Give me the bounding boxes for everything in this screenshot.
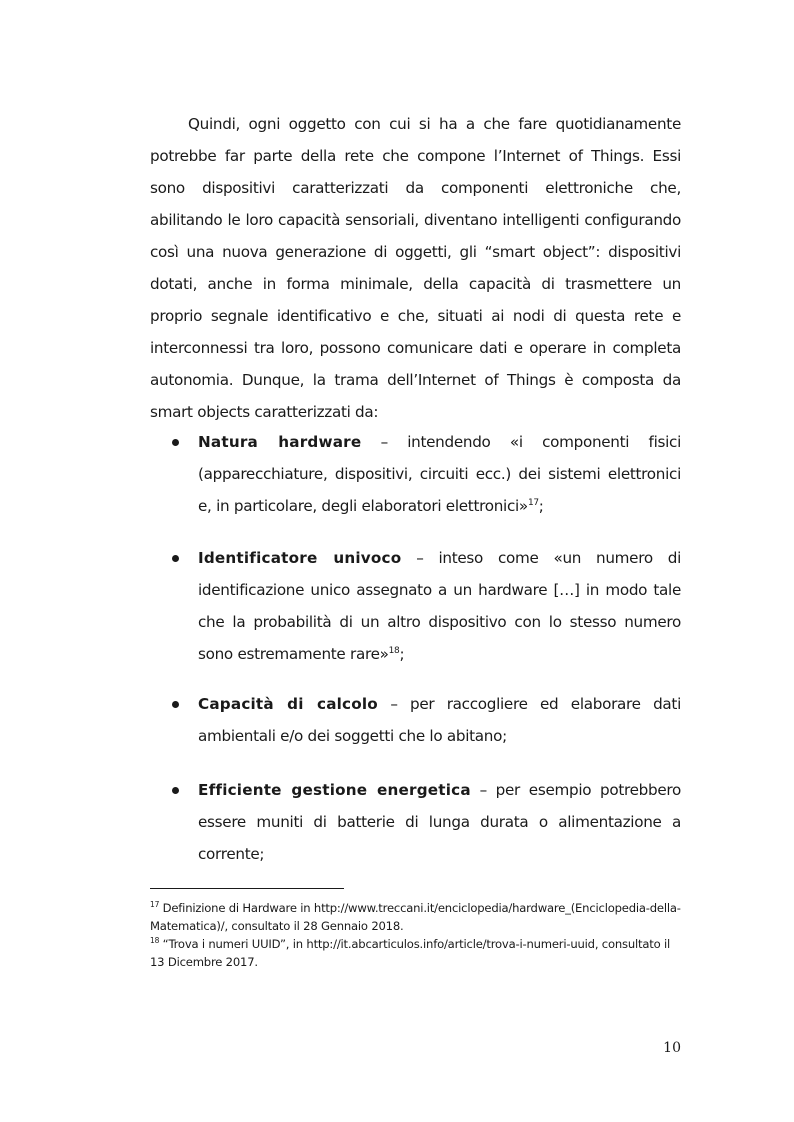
bullet-icon — [172, 787, 179, 794]
bullet-tail: ; — [538, 497, 544, 515]
bullet-term: Capacità di calcolo — [198, 695, 378, 713]
bullet-term: Efficiente gestione energetica — [198, 781, 471, 799]
footnote-number: 18 — [150, 936, 160, 946]
bullet-description: – per raccogliere ed elaborare dati ambientali e/o dei soggetti che lo abitano; — [198, 695, 681, 745]
bullet-term: Identificatore univoco — [198, 549, 402, 567]
footnotes — [150, 899, 681, 971]
list-item — [150, 688, 681, 752]
bullet-tail: ; — [399, 645, 405, 663]
footnote-number: 17 — [150, 900, 160, 910]
bullet-icon — [172, 439, 179, 446]
footnote — [150, 935, 681, 971]
footnote-separator — [150, 888, 344, 889]
list-item — [150, 426, 681, 522]
bullet-icon — [172, 555, 179, 562]
footnote — [150, 899, 681, 935]
bullet-description: – per esempio potrebbero essere muniti di batterie di lunga durata o alimentazione a corrente; — [198, 781, 681, 863]
list-item — [150, 542, 681, 670]
bullet-term: Natura hardware — [198, 433, 362, 451]
footnote-reference[interactable]: 17 — [527, 497, 539, 508]
bullet-description: – intendendo «i componenti fisici (apparecchiature, dispositivi, circuiti ecc.) dei sistemi elettronici e, in particolare, degli elaboratori elettronici» — [198, 433, 681, 515]
footnote-text: Definizione di Hardware in http://www.treccani.it/enciclopedia/hardware_(Enciclopedia-della-Matematica)/, consultato il 28 Gennaio 2018. — [150, 901, 681, 933]
page-number: 10 — [663, 1040, 681, 1056]
list-item — [150, 774, 681, 870]
intro-paragraph: Quindi, ogni oggetto con cui si ha a che fare quotidianamente potrebbe far parte della rete che compone l’Internet of Things. Essi sono dispositivi caratterizzati da componenti elettroniche che, abilitando le loro capacità sensoriali, diventano intelligenti configurando così una nuova generazione di oggetti, gli “smart object”: dispositivi dotati, anche in forma minimale, della capacità di trasmettere un proprio segnale identificativo e che, situati ai nodi di questa rete e interconnessi tra loro, possono comunicare dati e operare in completa autonomia. Dunque, la trama dell’Internet of Things è composta da smart objects caratterizzati da: — [150, 115, 681, 421]
bullet-icon — [172, 701, 179, 708]
bullet-description: – inteso come «un numero di identificazione unico assegnato a un hardware […] in modo tale che la probabilità di un altro dispositivo con lo stesso numero sono estremamente rare» — [198, 549, 681, 663]
footnote-reference[interactable]: 18 — [388, 645, 400, 656]
footnote-text: “Trova i numeri UUID”, in http://it.abcarticulos.info/article/trova-i-numeri-uuid, consultato il 13 Dicembre 2017. — [150, 937, 671, 969]
